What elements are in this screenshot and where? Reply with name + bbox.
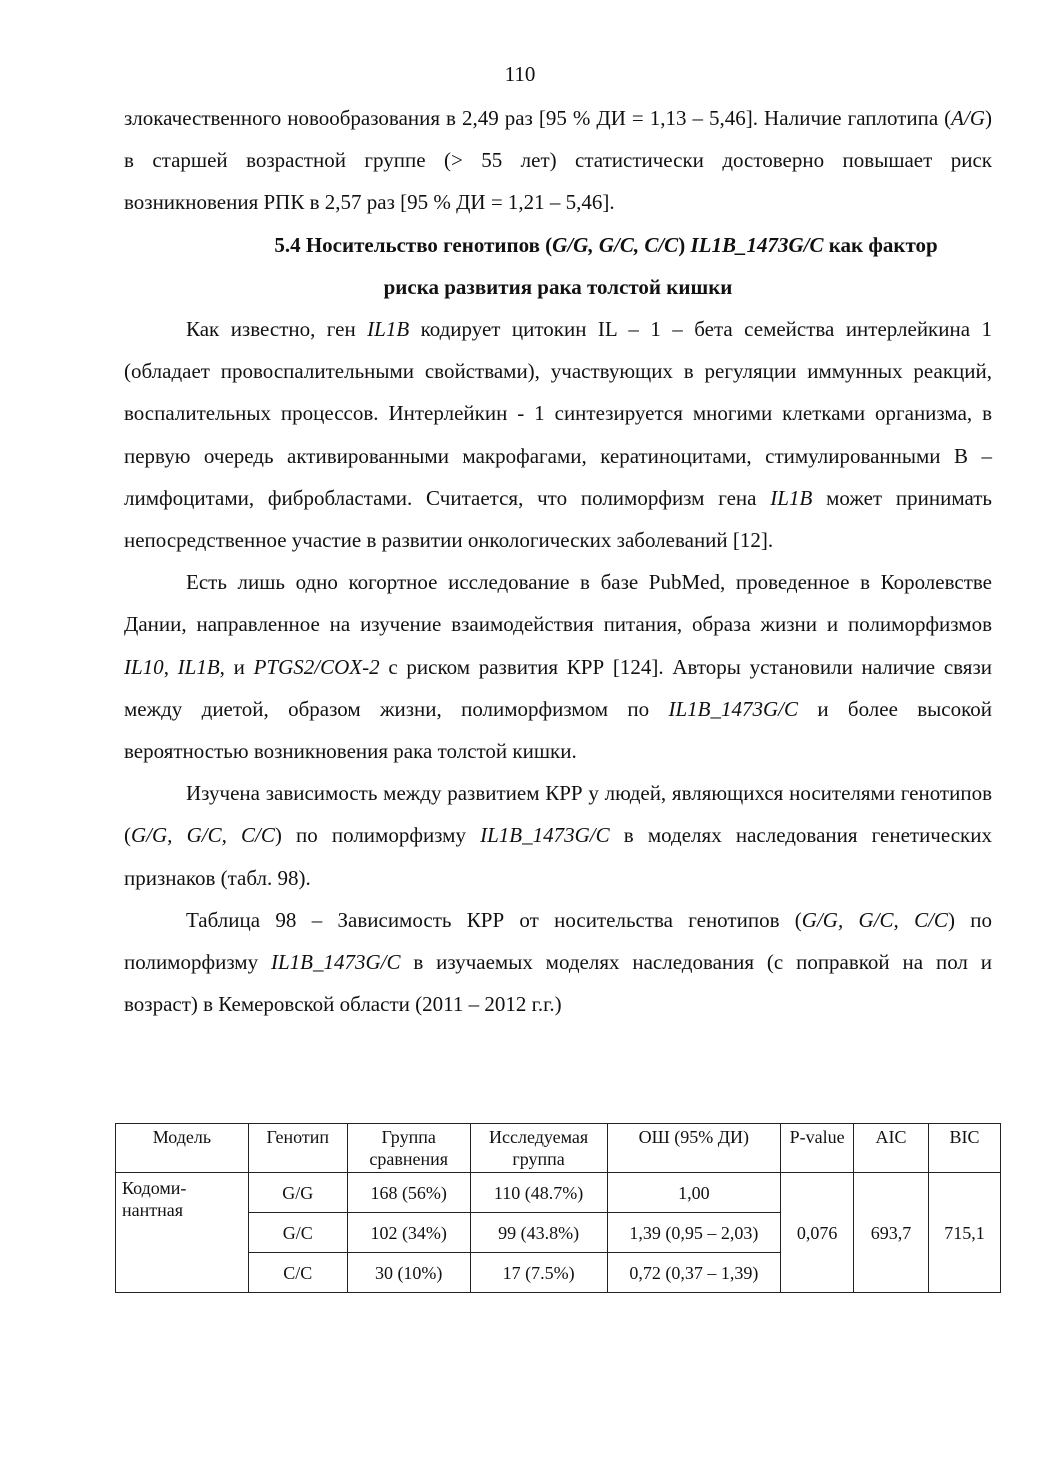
header-study-group: Исследуемая группа [470, 1124, 607, 1173]
cell-comparison: 102 (34%) [347, 1213, 470, 1253]
document-body [124, 97, 992, 1025]
table-header-row [116, 1124, 1001, 1173]
paragraph-haplotype-risk: злокачественного новообразования в 2,49 раз [95 % ДИ = 1,13 – 5,46]. Наличие гаплотипа (A/G) в старшей возрастной группе (> 55 лет) статистически достоверно повышает риск возникновения РПК в 2,57 раз [95 % ДИ = 1,21 – 5,46]. [124, 106, 992, 215]
header-p-value: P-value [781, 1124, 854, 1173]
cell-odds-ratio: 1,00 [607, 1173, 781, 1213]
header-genotype: Генотип [248, 1124, 347, 1173]
page-number: 110 [504, 62, 536, 86]
cell-comparison: 168 (56%) [347, 1173, 470, 1213]
paragraph-il1b-gene: Как известно, ген IL1B кодирует цитокин IL – 1 – бета семейства интерлейкина 1 (обладает провоспалительными свойствами), участвующих в регуляции иммунных реакций, воспалительных процессов. Интерлейкин - 1 синтезируется многими клетками организма, в первую очередь активированными макрофагами, кератиноцитами, стимулированными В – лимфоцитами, фибробластами. Считается, что полиморфизм гена IL1B может принимать непосредственное участие в развитии онкологических заболеваний [12]. [124, 317, 992, 553]
cell-study: 99 (43.8%) [470, 1213, 607, 1253]
header-aic: AIC [854, 1124, 929, 1173]
header-bic: BIC [929, 1124, 1001, 1173]
table-caption: Таблица 98 – Зависимость КРР от носительства генотипов (G/G, G/C, C/C) по полиморфизму IL1B_1473G/C в изучаемых моделях наследования (с поправкой на пол и возраст) в Кемеровской области (2011 – 2012 г.г.) [124, 907, 992, 1017]
cell-model-name: Кодоми-нантная [116, 1173, 249, 1293]
cell-genotype: G/G [248, 1173, 347, 1213]
cell-odds-ratio: 0,72 (0,37 – 1,39) [607, 1253, 781, 1293]
table-row [116, 1173, 1001, 1213]
paragraph-study-description: Изучена зависимость между развитием КРР у людей, являющихся носителями генотипов (G/G, G/C, C/C) по полиморфизму IL1B_1473G/C в моделях наследования генетических признаков (табл. 98). [124, 781, 992, 890]
header-odds-ratio: ОШ (95% ДИ) [607, 1124, 781, 1173]
cell-study: 110 (48.7%) [470, 1173, 607, 1213]
cell-genotype: C/C [248, 1253, 347, 1293]
cell-odds-ratio: 1,39 (0,95 – 2,03) [607, 1213, 781, 1253]
cell-p-value: 0,076 [781, 1173, 854, 1293]
header-model: Модель [116, 1124, 249, 1173]
section-heading: 5.4 Носительство генотипов (G/G, G/C, C/C) IL1B_1473G/C как фактор риска развития рака толстой кишки [274, 232, 938, 299]
cell-bic: 715,1 [929, 1173, 1001, 1293]
cell-aic: 693,7 [854, 1173, 929, 1293]
paragraph-cohort-study: Есть лишь одно когортное исследование в базе PubMed, проведенное в Королевстве Дании, направленное на изучение взаимодействия питания, образа жизни и полиморфизмов IL10, IL1B, и PTGS2/COX-2 с риском развития КРР [124]. Авторы установили наличие связи между диетой, образом жизни, полиморфизмом по IL1B_1473G/C и более высокой вероятностью возникновения рака толстой кишки. [124, 570, 993, 764]
cell-comparison: 30 (10%) [347, 1253, 470, 1293]
genotype-risk-table [115, 1123, 1001, 1293]
cell-study: 17 (7.5%) [470, 1253, 607, 1293]
cell-genotype: G/C [248, 1213, 347, 1253]
header-comparison-group: Группа сравнения [347, 1124, 470, 1173]
